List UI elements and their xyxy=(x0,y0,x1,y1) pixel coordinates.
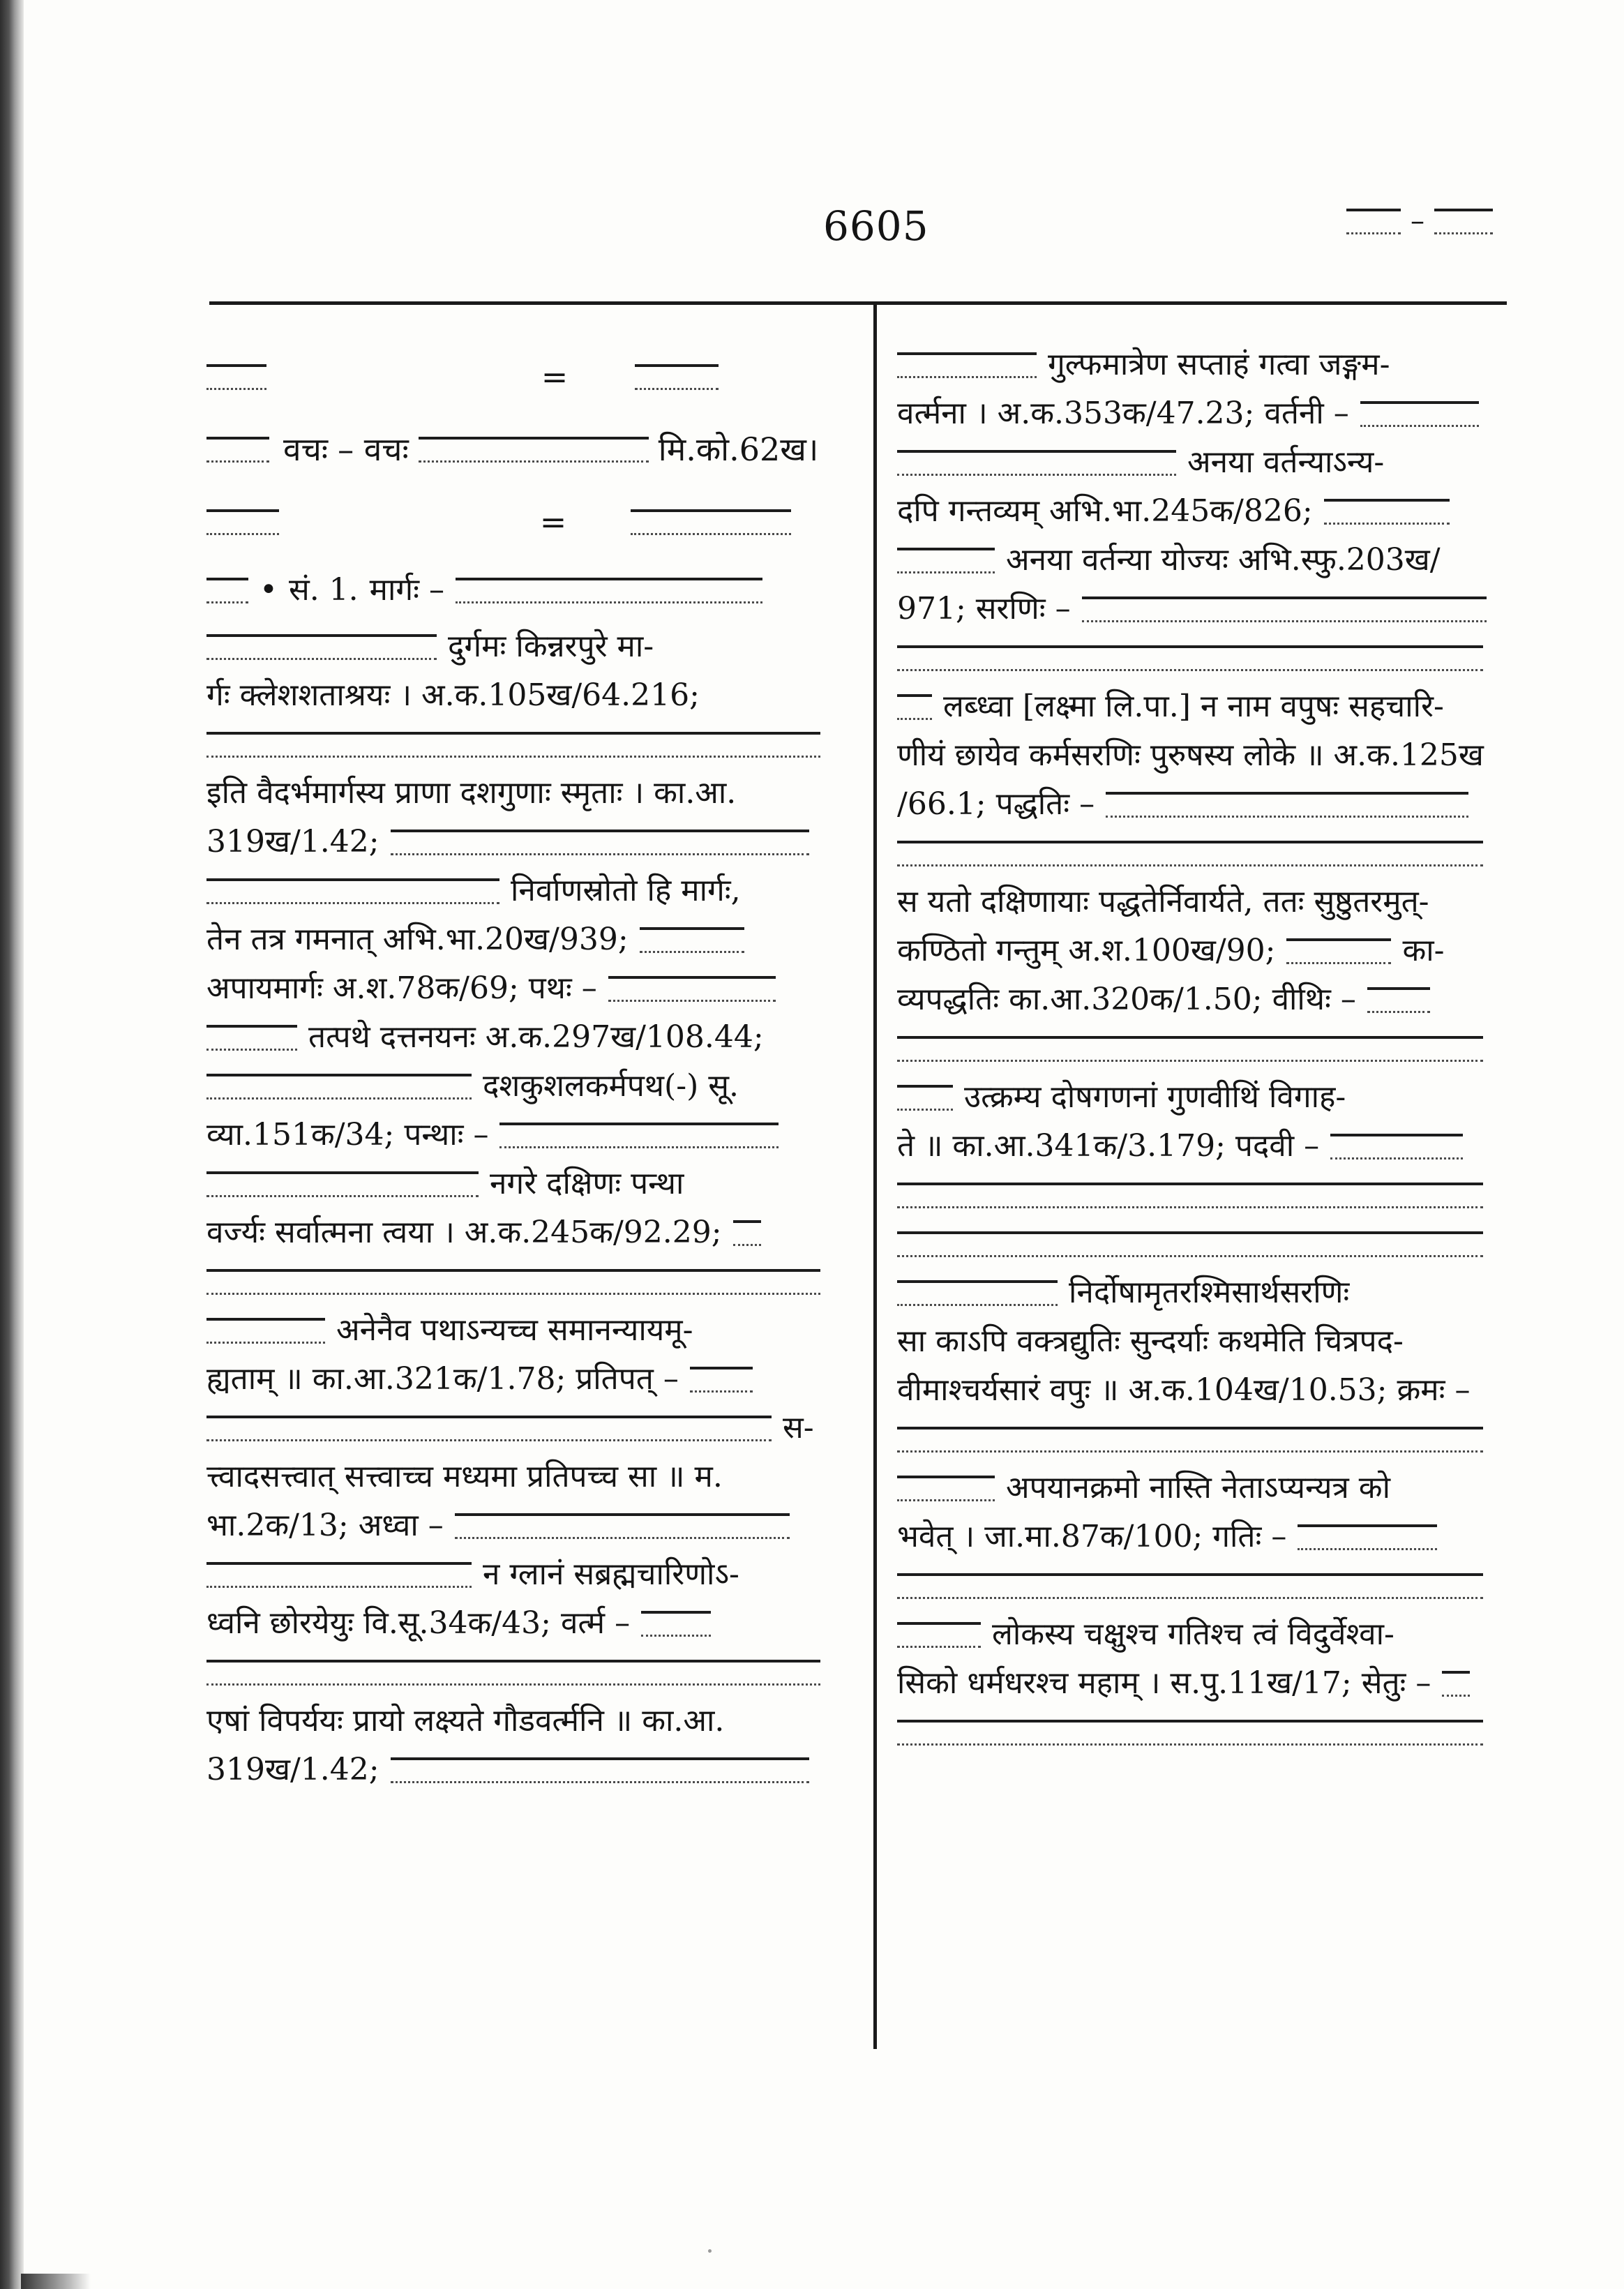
sanskrit-text: दुर्गमः किन्नरपुरे मा- xyxy=(448,629,654,664)
text-line xyxy=(206,1257,855,1306)
text-line xyxy=(206,1599,855,1648)
text-line xyxy=(897,1024,1511,1073)
column-divider xyxy=(873,305,877,2049)
text-line xyxy=(206,1013,855,1062)
sanskrit-gloss: – वचः xyxy=(338,430,409,468)
sanskrit-text: अनया वर्तन्याऽन्य- xyxy=(1187,444,1385,480)
tibetan-text xyxy=(1360,401,1479,427)
tibetan-text xyxy=(897,841,1483,866)
tibetan-text xyxy=(206,1074,472,1100)
sanskrit-text: त्त्वादसत्त्वात् सत्त्वाच्च मध्यमा प्रतिपच्च सा ॥ म. xyxy=(206,1459,723,1494)
text-line xyxy=(206,720,855,769)
text-line xyxy=(897,1513,1511,1561)
sanskrit-text: वर्ज्यः सर्वात्मना त्वया । अ.क.245क/92.29; xyxy=(206,1215,722,1250)
text-line xyxy=(897,1317,1511,1366)
sanskrit-text: निर्दोषामृतरश्मिसार्थसरणिः xyxy=(1069,1275,1350,1310)
tibetan-phrase xyxy=(419,437,649,463)
headword-tibetan xyxy=(206,437,269,463)
sanskrit-text: भवेत् । जा.मा.87क/100; गतिः – xyxy=(897,1519,1287,1554)
text-line xyxy=(897,340,1511,389)
text-line xyxy=(206,1111,855,1159)
sanskrit-text: कण्ठितो गन्तुम् अ.श.100ख/90; xyxy=(897,933,1276,968)
sanskrit-text: र्गः क्लेशशताश्रयः । अ.क.105ख/64.216; xyxy=(206,677,700,713)
tibetan-text xyxy=(897,1183,1483,1208)
text-line xyxy=(897,1415,1511,1464)
text-line xyxy=(897,1268,1511,1317)
tibetan-text xyxy=(897,645,1483,671)
sanskrit-text: /66.1; पद्धतिः – xyxy=(897,786,1095,822)
tibetan-text xyxy=(456,578,762,603)
sanskrit-text: अनेनैव पथाऽन्यच्च समानन्यायमू- xyxy=(336,1312,693,1348)
tibetan-text xyxy=(391,830,809,855)
text-line xyxy=(897,975,1511,1024)
sanskrit-text: एषां विपर्ययः प्रायो लक्ष्यते गौडवर्त्मनि ॥ का.आ. xyxy=(206,1703,725,1739)
text-line xyxy=(206,671,855,720)
text-line xyxy=(897,1659,1511,1708)
text-line xyxy=(206,818,855,866)
left-column xyxy=(206,340,855,1794)
tibetan-text xyxy=(733,1220,761,1246)
text-line xyxy=(206,964,855,1013)
header-rule xyxy=(209,301,1507,305)
tibetan-text xyxy=(897,1573,1483,1599)
tibetan-text xyxy=(206,1269,820,1295)
text-line xyxy=(206,769,855,818)
tibetan-text xyxy=(640,927,744,953)
sanskrit-pos: वचः xyxy=(283,430,329,468)
entry-lam-phrase-cross-ref xyxy=(206,486,855,558)
text-line xyxy=(897,1464,1511,1513)
tibetan-text xyxy=(206,1562,472,1588)
tibetan-text xyxy=(1330,1134,1463,1159)
text-line xyxy=(206,1159,855,1208)
tibetan-text xyxy=(206,1416,772,1441)
sanskrit-text: दपि गन्तव्यम् अभि.भा.245क/826; xyxy=(897,493,1313,529)
text-line xyxy=(897,1610,1511,1659)
text-line xyxy=(897,829,1511,878)
text-line xyxy=(206,1697,855,1746)
tibetan-text xyxy=(391,1757,809,1783)
headword-tibetan xyxy=(206,578,248,603)
entry-lam-pa-vacah xyxy=(206,413,855,486)
tibetan-text xyxy=(206,732,820,758)
scan-corner-shadow xyxy=(21,2274,91,2289)
equals-sign: = xyxy=(539,503,567,541)
sanskrit-text: अपयानक्रमो नास्ति नेताऽप्यन्यत्र को xyxy=(1006,1470,1390,1506)
sense-label: सं. 1. xyxy=(288,572,359,608)
text-line xyxy=(206,1306,855,1355)
text-line xyxy=(897,633,1511,682)
tibetan-text xyxy=(897,1085,953,1111)
scan-binding-shadow xyxy=(0,0,24,2289)
tibetan-text xyxy=(897,694,932,720)
sanskrit-text: तत्पथे दत्तनयनः अ.क.297ख/108.44; xyxy=(308,1019,764,1055)
tibetan-text xyxy=(1298,1524,1437,1550)
text-line xyxy=(206,622,855,671)
sanskrit-text: न ग्लानं सब्रह्मचारिणोऽ- xyxy=(483,1556,739,1592)
source-reference: मि.को.62ख। xyxy=(658,430,819,468)
sanskrit-text: स यतो दक्षिणायाः पद्धतेर्निवार्यते, ततः सुष्ठुतरमुत्- xyxy=(897,884,1429,920)
sanskrit-text: दशकुशलकर्मपथ(-) सू. xyxy=(483,1068,739,1104)
tibetan-text xyxy=(608,976,776,1002)
tibetan-text xyxy=(1367,987,1430,1013)
text-line xyxy=(897,1219,1511,1268)
sanskrit-text: भा.2क/13; अध्वा – xyxy=(206,1508,444,1543)
tibetan-text xyxy=(206,634,437,660)
tibetan-text xyxy=(690,1367,753,1393)
tibetan-text xyxy=(206,1318,325,1344)
sanskrit-text: अपायमार्गः अ.श.78क/69; पथः – xyxy=(206,970,597,1006)
tibetan-text xyxy=(206,1660,820,1686)
sanskrit-text: 319ख/1.42; xyxy=(206,1752,379,1787)
tibetan-text xyxy=(897,1036,1483,1062)
running-head xyxy=(1346,205,1493,237)
text-line xyxy=(897,487,1511,536)
text-line xyxy=(897,438,1511,487)
text-line xyxy=(206,1208,855,1257)
tibetan-text xyxy=(1082,596,1487,622)
sanskrit-text: निर्वाणस्रोतो हि मार्गः, xyxy=(511,873,741,908)
text-line xyxy=(206,1501,855,1550)
text-line xyxy=(897,878,1511,926)
tibetan-text xyxy=(897,1476,995,1501)
tibetan-text xyxy=(1106,792,1468,818)
text-line xyxy=(897,682,1511,731)
text-line xyxy=(897,389,1511,438)
tibetan-text xyxy=(897,1231,1483,1257)
sanskrit-text: वर्त्मना । अ.क.353क/47.23; वर्तनी – xyxy=(897,396,1349,431)
sanskrit-text: ध्वनि छोरयेयुः वि.सू.34क/43; वर्त्म – xyxy=(206,1605,631,1641)
tibetan-text xyxy=(897,1720,1483,1746)
sanskrit-text: स- xyxy=(783,1410,814,1446)
sanskrit-text: सिको धर्मधरश्च महाम् । स.पु.11ख/17; सेतुः – xyxy=(897,1665,1431,1701)
headword-tibetan xyxy=(206,364,266,390)
equals-sign: = xyxy=(541,358,569,396)
tibetan-text xyxy=(206,1025,297,1051)
sanskrit-text: व्यपद्धतिः का.आ.320क/1.50; वीथिः – xyxy=(897,982,1356,1017)
text-line xyxy=(897,926,1511,975)
tibetan-text xyxy=(897,548,995,573)
sanskrit-text: ते ॥ का.आ.341क/3.179; पदवी – xyxy=(897,1128,1320,1164)
sanskrit-text: तेन तत्र गमनात् अभि.भा.20ख/939; xyxy=(206,922,629,957)
text-line xyxy=(897,780,1511,829)
tibetan-text xyxy=(897,352,1037,378)
scan-speck xyxy=(708,2249,712,2253)
text-line xyxy=(897,731,1511,780)
sanskrit-text: का- xyxy=(1402,933,1445,968)
text-line xyxy=(206,866,855,915)
running-head-last-tibetan-word xyxy=(1434,209,1493,234)
text-line xyxy=(206,915,855,964)
text-line xyxy=(206,1550,855,1599)
tibetan-text xyxy=(1442,1671,1470,1697)
sanskrit-text: अनया वर्तन्या योज्यः अभि.स्फु.203ख/ xyxy=(1006,542,1441,578)
tibetan-text xyxy=(897,1622,981,1648)
text-line xyxy=(897,1561,1511,1610)
tibetan-text xyxy=(455,1513,790,1539)
text-line xyxy=(206,1453,855,1501)
sanskrit-text: 971; सरणिः – xyxy=(897,591,1071,626)
tibetan-text xyxy=(641,1611,711,1637)
entry-lam-pa-cross-ref xyxy=(206,340,855,413)
running-head-first-tibetan-word xyxy=(1346,209,1401,234)
text-line xyxy=(206,1648,855,1697)
tibetan-text xyxy=(897,1280,1058,1306)
bullet: • xyxy=(260,572,278,608)
sanskrit-text: लब्ध्वा [लक्ष्मा लि.पा.] न नाम वपुषः सहचारि- xyxy=(943,689,1444,724)
sanskrit-text: व्या.151क/34; पन्थाः – xyxy=(206,1117,489,1153)
tibetan-text xyxy=(1324,499,1450,525)
main-headword-line xyxy=(206,558,855,622)
sanskrit-text: सा काऽपि वक्त्रद्युतिः सुन्दर्याः कथमेति चित्रपद- xyxy=(897,1323,1404,1359)
text-line xyxy=(897,1171,1511,1219)
sanskrit-text: उत्क्रम्य दोषगणनां गुणवीथिं विगाह- xyxy=(964,1079,1346,1115)
text-line xyxy=(897,1073,1511,1122)
sanskrit-text: गुल्फमात्रेण सप्ताहं गत्वा जङ्गम- xyxy=(1048,347,1390,382)
text-line xyxy=(897,1708,1511,1757)
tibetan-text xyxy=(897,1427,1483,1453)
sanskrit-text: लोकस्य चक्षुश्च गतिश्च त्वं विदुर्वेश्वा- xyxy=(992,1616,1394,1652)
text-line xyxy=(897,536,1511,585)
sanskrit-text: वीमाश्चर्यसारं वपुः ॥ अ.क.104ख/10.53; क्रमः – xyxy=(897,1372,1471,1408)
tibetan-text xyxy=(897,450,1176,476)
tibetan-text xyxy=(206,878,499,904)
text-line xyxy=(897,1122,1511,1171)
sanskrit-text: णीयं छायेव कर्मसरणिः पुरुषस्य लोके ॥ अ.क.125ख xyxy=(897,737,1484,773)
sanskrit-text: 319ख/1.42; xyxy=(206,824,379,860)
headword-tibetan xyxy=(206,509,279,535)
sanskrit-text: ह्यताम् ॥ का.आ.321क/1.78; प्रतिपत् – xyxy=(206,1361,679,1397)
text-line xyxy=(206,1404,855,1453)
cross-ref-tibetan xyxy=(635,364,719,390)
running-head-dash: – xyxy=(1411,205,1424,237)
tibetan-text xyxy=(1286,938,1391,964)
right-column xyxy=(897,340,1511,1757)
cross-ref-tibetan xyxy=(631,509,791,535)
sanskrit-gloss: मार्गः – xyxy=(369,572,445,608)
text-line xyxy=(206,1355,855,1404)
tibetan-text xyxy=(206,1171,479,1197)
page-number: 6605 xyxy=(823,202,929,250)
text-line xyxy=(206,1062,855,1111)
text-line xyxy=(897,1366,1511,1415)
text-line xyxy=(897,585,1511,633)
text-line xyxy=(206,1746,855,1794)
tibetan-text xyxy=(499,1123,779,1148)
sanskrit-text: नगरे दक्षिणः पन्था xyxy=(490,1166,684,1201)
sanskrit-text: इति वैदर्भमार्गस्य प्राणा दशगुणाः स्मृताः । का.आ. xyxy=(206,775,737,811)
